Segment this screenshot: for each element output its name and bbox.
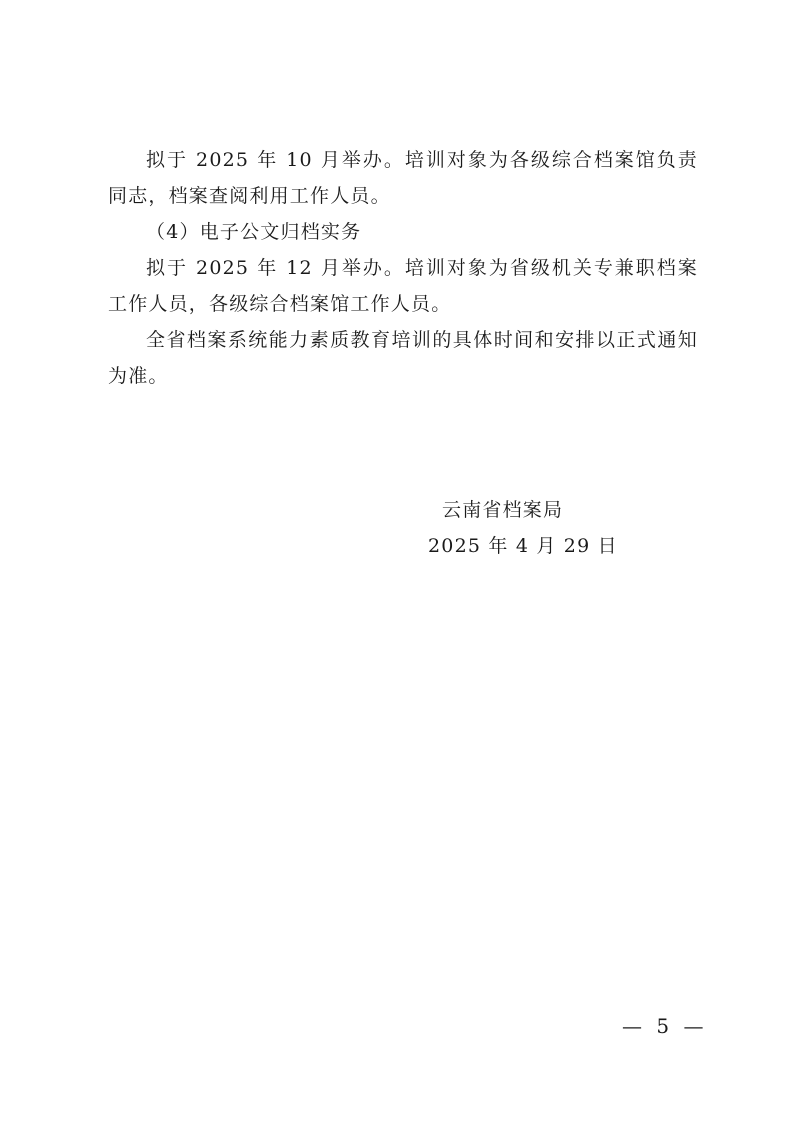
document-body [108,142,698,394]
issue-date: 2025 年 4 月 29 日 [428,535,618,557]
issuing-organization: 云南省档案局 [442,499,564,521]
signature-block [428,492,628,564]
paragraph-training-december: 拟于 2025 年 12 月举办。培训对象为省级机关专兼职档案工作人员，各级综合档案馆工作人员。 [108,257,698,315]
paragraph-notice: 全省档案系统能力素质教育培训的具体时间和安排以正式通知为准。 [108,329,698,387]
page-number: — 5 — [622,1014,708,1038]
paragraph-training-october: 拟于 2025 年 10 月举办。培训对象为各级综合档案馆负责同志，档案查阅利用工作人员。 [108,149,698,207]
section-heading-electronic-archiving: （4）电子公文归档实务 [146,221,362,243]
